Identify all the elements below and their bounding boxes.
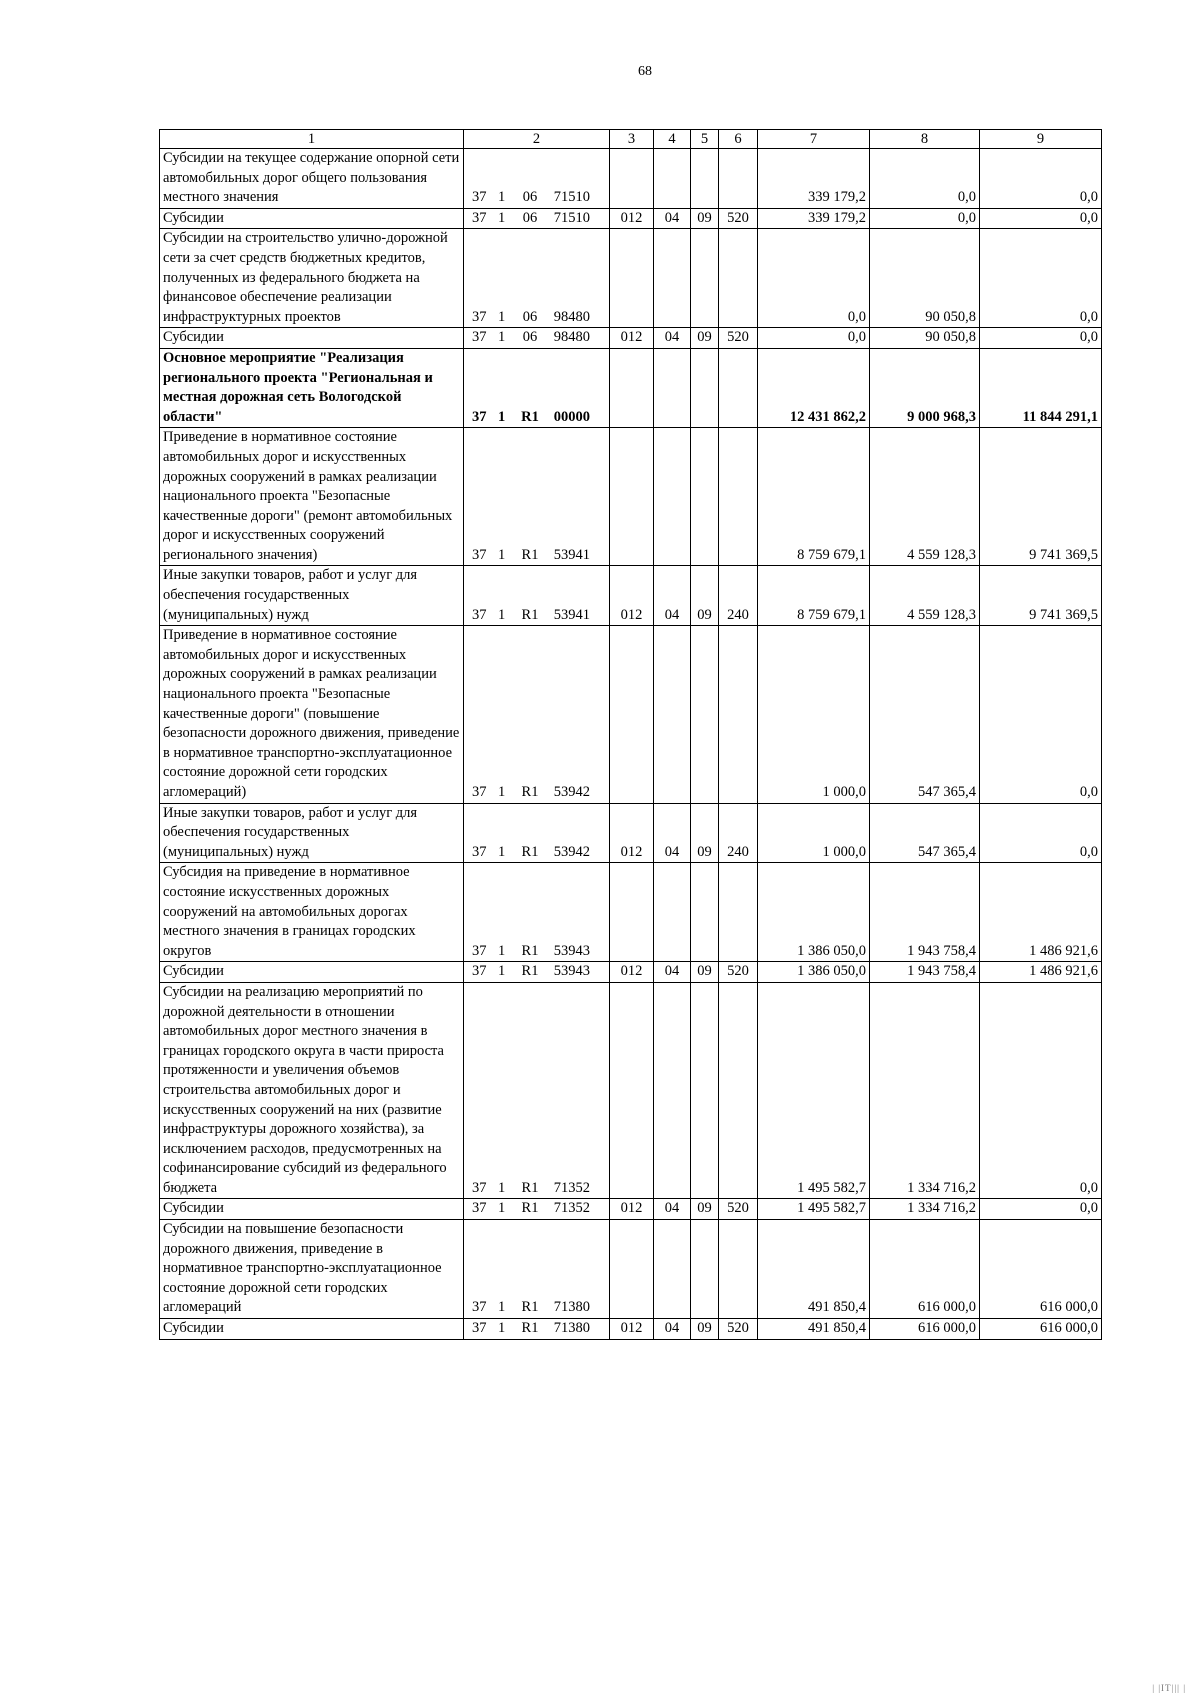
col-5-value: 09: [691, 566, 719, 626]
table-row: [160, 566, 1102, 626]
code-part: 71380: [553, 1299, 590, 1316]
col-4-value: [654, 149, 691, 209]
row-name: Субсидии: [160, 328, 464, 349]
col-3-value: [610, 428, 654, 566]
row-code: [464, 208, 610, 229]
table-row: [160, 328, 1102, 349]
row-name: Субсидии на текущее содержание опорной сети автомобильных дорог общего пользования местного значения: [160, 149, 464, 209]
amount-col-8: 1 334 716,2: [870, 1199, 980, 1220]
table-row: [160, 803, 1102, 863]
header-cell: 6: [719, 130, 758, 149]
col-4-value: [654, 1220, 691, 1319]
col-4-value: 04: [654, 1199, 691, 1220]
code-part: 1: [498, 843, 506, 860]
amount-col-9: 0,0: [980, 229, 1102, 328]
amount-col-8: 547 365,4: [870, 803, 980, 863]
code-part: R1: [521, 606, 539, 623]
col-3-value: [610, 229, 654, 328]
code-part: 1: [498, 408, 506, 425]
amount-col-8: 90 050,8: [870, 229, 980, 328]
code-part: 71352: [553, 1200, 590, 1217]
code-part: 53942: [553, 784, 590, 800]
code-part: R1: [521, 546, 539, 563]
amount-col-7: 8 759 679,1: [758, 566, 870, 626]
code-part: R1: [521, 843, 539, 860]
amount-col-9: 0,0: [980, 1199, 1102, 1220]
col-6-value: 520: [719, 1199, 758, 1220]
amount-col-7: 1 495 582,7: [758, 982, 870, 1199]
header-cell: 2: [464, 130, 610, 149]
amount-col-7: 0,0: [758, 328, 870, 349]
col-3-value: 012: [610, 1319, 654, 1340]
code-part: 1: [498, 189, 506, 206]
col-6-value: [719, 626, 758, 803]
amount-col-8: 616 000,0: [870, 1220, 980, 1319]
row-name: Субсидии: [160, 1199, 464, 1220]
table-row: [160, 229, 1102, 328]
amount-col-9: 9 741 369,5: [980, 566, 1102, 626]
code-part: 06: [522, 209, 538, 226]
code-part: 98480: [553, 329, 590, 346]
amount-col-9: 0,0: [980, 328, 1102, 349]
amount-col-7: 1 000,0: [758, 803, 870, 863]
col-4-value: [654, 229, 691, 328]
code-part: R1: [521, 1299, 539, 1316]
col-3-value: 012: [610, 1199, 654, 1220]
col-4-value: 04: [654, 328, 691, 349]
header-cell: 4: [654, 130, 691, 149]
amount-col-7: 1 386 050,0: [758, 863, 870, 962]
amount-col-7: 8 759 679,1: [758, 428, 870, 566]
code-part: R1: [521, 784, 539, 800]
col-4-value: 04: [654, 1319, 691, 1340]
code-part: 71510: [553, 189, 590, 206]
row-code: [464, 1220, 610, 1319]
amount-col-8: 9 000 968,3: [870, 348, 980, 427]
code-part: 37: [472, 329, 487, 346]
amount-col-9: 0,0: [980, 208, 1102, 229]
amount-col-9: 11 844 291,1: [980, 348, 1102, 427]
row-name: Приведение в нормативное состояние автомобильных дорог и искусственных дорожных сооружений в рамках реализации национального проекта "Безопасные качественные дороги" (ремонт автомобильных дорог и искусственных сооружений регионального значения): [160, 428, 464, 566]
col-3-value: 012: [610, 803, 654, 863]
col-3-value: [610, 863, 654, 962]
code-part: 37: [472, 1299, 487, 1316]
header-cell: 9: [980, 130, 1102, 149]
col-5-value: 09: [691, 962, 719, 983]
amount-col-7: 1 386 050,0: [758, 962, 870, 983]
col-3-value: [610, 626, 654, 803]
code-part: 37: [472, 843, 487, 860]
col-5-value: [691, 982, 719, 1199]
table-row: [160, 863, 1102, 962]
amount-col-8: 0,0: [870, 149, 980, 209]
table-row: [160, 149, 1102, 209]
code-part: 37: [472, 189, 487, 206]
amount-col-9: 9 741 369,5: [980, 428, 1102, 566]
row-name: Иные закупки товаров, работ и услуг для обеспечения государственных (муниципальных) нужд: [160, 566, 464, 626]
col-4-value: 04: [654, 208, 691, 229]
code-part: 53941: [553, 546, 590, 563]
code-part: 1: [498, 1200, 506, 1217]
header-row: [160, 130, 1102, 149]
col-3-value: [610, 149, 654, 209]
row-code: [464, 428, 610, 566]
table-row: [160, 428, 1102, 566]
code-part: 37: [472, 963, 487, 980]
amount-col-8: 4 559 128,3: [870, 428, 980, 566]
code-part: 1: [498, 606, 506, 623]
table-row: [160, 348, 1102, 427]
row-code: [464, 1319, 610, 1340]
col-5-value: [691, 428, 719, 566]
col-6-value: 520: [719, 328, 758, 349]
code-part: 1: [498, 1179, 506, 1196]
row-code: [464, 962, 610, 983]
col-4-value: [654, 982, 691, 1199]
col-5-value: [691, 626, 719, 803]
code-part: 37: [472, 308, 487, 325]
row-name: Приведение в нормативное состояние автомобильных дорог и искусственных дорожных сооружений в рамках реализации национального проекта "Безопасные качественные дороги" (повышение безопасности дорожного движения, приведение в нормативное транспортно-эксплуатационное состояние дорожной сети городских агломераций): [160, 626, 464, 803]
amount-col-8: 0,0: [870, 208, 980, 229]
amount-col-8: 547 365,4: [870, 626, 980, 803]
code-part: 06: [522, 308, 538, 325]
amount-col-8: 4 559 128,3: [870, 566, 980, 626]
table-row: [160, 982, 1102, 1199]
col-4-value: [654, 626, 691, 803]
code-part: 1: [498, 546, 506, 563]
row-name: Субсидии на реализацию мероприятий по дорожной деятельности в отношении автомобильных дорог местного значения в границах городского округа в части прироста протяженности и увеличения объемов строительства автомобильных дорог и искусственных сооружений на них (развитие инфраструктуры дорожного хозяйства), за исключением расходов, предусмотренных на софинансирование субсидий из федерального бюджета: [160, 982, 464, 1199]
code-part: 98480: [553, 308, 590, 325]
col-6-value: 520: [719, 1319, 758, 1340]
amount-col-9: 0,0: [980, 803, 1102, 863]
row-name: Субсидия на приведение в нормативное состояние искусственных дорожных сооружений на автомобильных дорогах местного значения в границах городских округов: [160, 863, 464, 962]
code-part: R1: [521, 942, 539, 959]
code-part: R1: [521, 963, 539, 980]
amount-col-7: 0,0: [758, 229, 870, 328]
row-code: [464, 863, 610, 962]
amount-col-9: 0,0: [980, 149, 1102, 209]
header-cell: 3: [610, 130, 654, 149]
col-6-value: [719, 348, 758, 427]
amount-col-7: 12 431 862,2: [758, 348, 870, 427]
col-5-value: [691, 348, 719, 427]
col-4-value: [654, 428, 691, 566]
code-part: R1: [521, 1320, 539, 1337]
code-part: 37: [472, 546, 487, 563]
table-row: [160, 1199, 1102, 1220]
table-row: [160, 962, 1102, 983]
col-3-value: 012: [610, 962, 654, 983]
amount-col-9: 616 000,0: [980, 1319, 1102, 1340]
code-part: 1: [498, 1320, 506, 1337]
amount-col-9: 1 486 921,6: [980, 863, 1102, 962]
table-body: [160, 149, 1102, 1340]
code-part: 53941: [553, 606, 590, 623]
col-5-value: 09: [691, 803, 719, 863]
code-part: 1: [498, 308, 506, 325]
code-part: 06: [522, 189, 538, 206]
col-4-value: [654, 348, 691, 427]
header-cell: 1: [160, 130, 464, 149]
code-part: 37: [472, 209, 487, 226]
row-code: [464, 229, 610, 328]
col-3-value: 012: [610, 208, 654, 229]
col-6-value: 520: [719, 962, 758, 983]
col-5-value: 09: [691, 1199, 719, 1220]
scan-artifact: | |IT||| |: [1152, 1683, 1186, 1693]
amount-col-7: 1 495 582,7: [758, 1199, 870, 1220]
col-3-value: 012: [610, 328, 654, 349]
col-4-value: 04: [654, 803, 691, 863]
col-6-value: [719, 1220, 758, 1319]
row-name: Основное мероприятие "Реализация регионального проекта "Региональная и местная дорожная сеть Вологодской области": [160, 348, 464, 427]
amount-col-9: 0,0: [980, 982, 1102, 1199]
table-row: [160, 1220, 1102, 1319]
code-part: 37: [472, 1320, 487, 1337]
col-5-value: 09: [691, 208, 719, 229]
code-part: 53942: [553, 843, 590, 860]
code-part: 71352: [553, 1179, 590, 1196]
code-part: 1: [498, 209, 506, 226]
col-5-value: [691, 863, 719, 962]
code-part: R1: [521, 408, 539, 425]
code-part: 71380: [553, 1320, 590, 1337]
amount-col-7: 339 179,2: [758, 208, 870, 229]
code-part: 37: [472, 942, 487, 959]
amount-col-8: 90 050,8: [870, 328, 980, 349]
code-part: 37: [472, 1179, 487, 1196]
code-part: 71510: [553, 209, 590, 226]
amount-col-8: 1 943 758,4: [870, 962, 980, 983]
row-name: Иные закупки товаров, работ и услуг для обеспечения государственных (муниципальных) нужд: [160, 803, 464, 863]
amount-col-8: 1 334 716,2: [870, 982, 980, 1199]
amount-col-9: 1 486 921,6: [980, 962, 1102, 983]
col-4-value: 04: [654, 962, 691, 983]
code-part: 53943: [553, 963, 590, 980]
table-row: [160, 1319, 1102, 1340]
code-part: 37: [472, 408, 487, 425]
code-part: 1: [498, 1299, 506, 1316]
col-6-value: 240: [719, 803, 758, 863]
table-row: [160, 208, 1102, 229]
header-cell: 7: [758, 130, 870, 149]
col-6-value: [719, 863, 758, 962]
col-6-value: 240: [719, 566, 758, 626]
row-code: [464, 982, 610, 1199]
col-3-value: [610, 1220, 654, 1319]
row-name: Субсидии: [160, 962, 464, 983]
col-5-value: [691, 229, 719, 328]
amount-col-9: 0,0: [980, 626, 1102, 803]
code-part: 1: [498, 784, 506, 800]
col-3-value: [610, 982, 654, 1199]
col-4-value: 04: [654, 566, 691, 626]
code-part: 37: [472, 784, 487, 800]
amount-col-9: 616 000,0: [980, 1220, 1102, 1319]
code-part: 06: [522, 329, 538, 346]
col-3-value: [610, 348, 654, 427]
row-code: [464, 566, 610, 626]
code-part: 37: [472, 1200, 487, 1217]
page-number: 68: [638, 64, 652, 79]
col-6-value: [719, 428, 758, 566]
amount-col-7: 491 850,4: [758, 1319, 870, 1340]
row-name: Субсидии: [160, 1319, 464, 1340]
col-5-value: [691, 1220, 719, 1319]
row-code: [464, 1199, 610, 1220]
col-4-value: [654, 863, 691, 962]
row-name: Субсидии: [160, 208, 464, 229]
row-code: [464, 348, 610, 427]
code-part: 1: [498, 329, 506, 346]
amount-col-8: 616 000,0: [870, 1319, 980, 1340]
row-name: Субсидии на повышение безопасности дорожного движения, приведение в нормативное транспортно-эксплуатационное состояние дорожной сети городских агломераций: [160, 1220, 464, 1319]
col-6-value: [719, 982, 758, 1199]
code-part: 1: [498, 942, 506, 959]
col-5-value: [691, 149, 719, 209]
row-code: [464, 328, 610, 349]
col-6-value: 520: [719, 208, 758, 229]
col-3-value: 012: [610, 566, 654, 626]
code-part: 53943: [553, 942, 590, 959]
code-part: 37: [472, 606, 487, 623]
code-part: 00000: [553, 408, 590, 425]
col-5-value: 09: [691, 1319, 719, 1340]
col-5-value: 09: [691, 328, 719, 349]
amount-col-8: 1 943 758,4: [870, 863, 980, 962]
code-part: R1: [521, 1200, 539, 1217]
header-cell: 5: [691, 130, 719, 149]
code-part: 1: [498, 963, 506, 980]
table-row: [160, 626, 1102, 803]
row-code: [464, 149, 610, 209]
code-part: R1: [521, 1179, 539, 1196]
row-name: Субсидии на строительство улично-дорожной сети за счет средств бюджетных кредитов, полученных из федерального бюджета на финансовое обеспечение реализации инфраструктурных проектов: [160, 229, 464, 328]
amount-col-7: 339 179,2: [758, 149, 870, 209]
row-code: [464, 626, 610, 803]
col-6-value: [719, 229, 758, 328]
col-6-value: [719, 149, 758, 209]
header-cell: 8: [870, 130, 980, 149]
row-code: [464, 803, 610, 863]
budget-table: [159, 129, 1102, 1340]
amount-col-7: 1 000,0: [758, 626, 870, 803]
amount-col-7: 491 850,4: [758, 1220, 870, 1319]
